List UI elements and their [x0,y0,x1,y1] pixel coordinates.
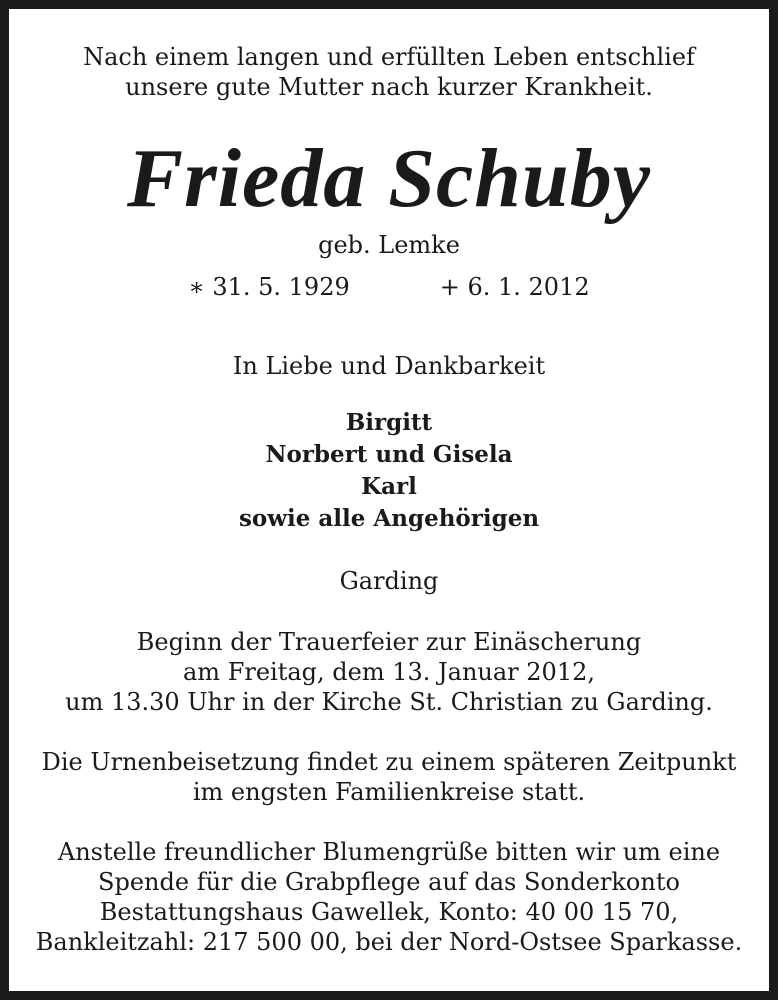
intro-line: unsere gute Mutter nach kurzer Krankheit. [125,73,653,101]
urn-burial-info [9,747,769,807]
death-date: + 6. 1. 2012 [439,273,590,301]
donation-info [9,837,769,957]
place-name: Garding [339,567,439,595]
donation-line: Anstelle freundlicher Blumengrüße bitten wir um eine [57,838,721,866]
maiden-name: geb. Lemke [318,231,460,259]
deceased-name: Frieda Schuby [126,132,652,225]
dedication-text: In Liebe und Dankbarkeit [232,352,546,380]
ceremony-line: um 13.30 Uhr in der Kirche St. Christian zu Garding. [65,688,713,716]
mourner-name: Norbert und Gisela [265,441,513,468]
donation-line: Bankleitzahl: 217 500 00, bei der Nord-Ostsee Sparkasse. [35,928,743,956]
birth-date: ∗ 31. 5. 1929 [188,273,350,301]
ceremony-line: Beginn der Trauerfeier zur Einäscherung [136,628,642,656]
donation-line: Bestattungshaus Gawellek, Konto: 40 00 15 70, [99,898,679,926]
mourner-name: Birgitt [345,409,433,436]
life-dates [9,272,769,302]
intro-text [9,42,769,102]
donation-line: Spende für die Grabpflege auf das Sonderkonto [98,868,680,896]
urn-line: Die Urnenbeisetzung findet zu einem späteren Zeitpunkt [41,748,737,776]
ceremony-line: am Freitag, dem 13. Januar 2012, [183,658,595,686]
mourner-name: sowie alle Angehörigen [238,505,540,532]
ceremony-info [9,627,769,717]
intro-line: Nach einem langen und erfüllten Leben entschlief [83,43,695,71]
mourner-name: Karl [361,473,417,500]
urn-line: im engsten Familienkreise statt. [192,778,586,806]
mourners-list [9,407,769,535]
